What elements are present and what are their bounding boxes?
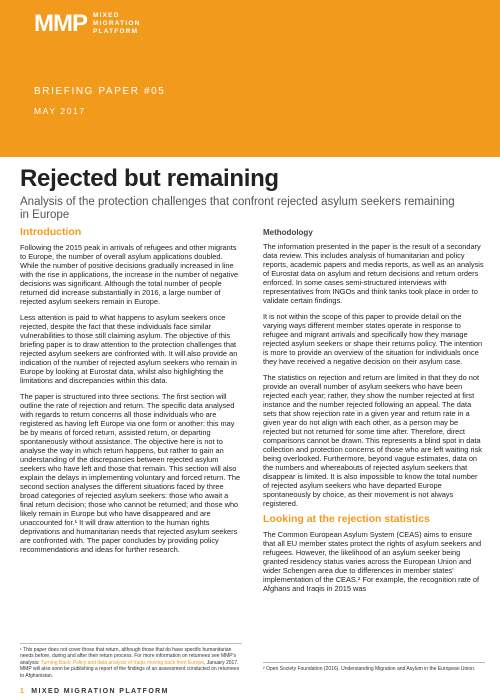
intro-paragraph-1: Following the 2015 peak in arrivals of refugees and other migrants to Europe, the number of overall asylum applications doubled. While the number of positive decisions gradually increased in line with the rise in applications, the increase in the number of negative decisions was significant. Although the total number of people returned did increase substantially in 2016, a large number of rejected asylum seekers remain in Europe. xyxy=(20,243,239,306)
rejection-paragraph-1: The Common European Asylum System (CEAS) aims to ensure that all EU member states protect the rights of asylum seekers and refugees. However, the likelihood of an asylum seeker being granted residency status varies across the European Union and wider Schengen area due to differences in member states' implementation of the CEAS.² For example, the recognition rate of Afghans and Iraqis in 2015 was xyxy=(263,530,482,593)
page-footer xyxy=(20,688,169,695)
briefing-paper-label: BRIEFING PAPER #05 xyxy=(34,86,166,97)
intro-paragraph-3: The paper is structured into three sections. The first section will outline the rate of rejection and return. The specific data analysed with regards to return concerns all those individuals who are registered as having left Europe via one form or another: this may be by means of forced return, assisted return, or departing spontaneously without assistance. The objective here is not to analyse the way in which return happens, but rather to gain an understanding of the discrepancies between rejected asylum seekers who have left and those that remain. This section will also explain the delays in implementing voluntary and forced return. The second section analyses the different situations faced by three broad categories of rejected asylum seekers: those who await a final return decision; those who cannot be returned; and those who likely remain in Europe but who have disappeared and are unaccounted for.¹ It will draw attention to the human rights deprivations and humanitarian needs that rejected asylum seekers are confronted with. The paper concludes by providing policy recommendations and ideas for further research. xyxy=(20,392,241,554)
page-title: Rejected but remaining xyxy=(20,165,279,192)
logo-text xyxy=(93,12,141,36)
footnote-1-text-b: , January 2017. MMP will also soon be publishing a report of the findings of an assessment conducted on returnees to Afghanistan. xyxy=(20,659,240,679)
logo-line-2: MIGRATION xyxy=(93,20,141,27)
methodology-heading: Methodology xyxy=(263,228,313,237)
logo-line-3: PLATFORM xyxy=(93,28,139,35)
methodology-paragraph-1: The information presented in the paper is the result of a secondary data review. This includes analysis of humanitarian and policy reports, academic papers and media reports, as well as an analysis of Eurostat data on asylum and return decisions and return orders enforced. In some cases semi-structured interviews with representatives from INGOs and think tanks took place in order to validate certain findings. xyxy=(263,242,484,305)
footnote-1-link[interactable]: Turning Back: Policy and data analysis of Iraqis moving back from Europe xyxy=(40,659,204,666)
publication-date: MAY 2017 xyxy=(34,106,86,116)
page-number: 1 xyxy=(20,688,26,695)
footer-org: MIXED MIGRATION PLATFORM xyxy=(31,688,169,695)
methodology-paragraph-3: The statistics on rejection and return are limited in that they do not provide an overall number of asylum seekers who have been rejected each year; rather, they show the number rejected at first instance and the number rejected following an appeal. The data sets that show rejection rate in a given year and return rate in a given year do not align with each other, as a person may be rejected but not returned for some time after. Therefore, direct comparisons cannot be drawn. This represents a blind spot in data collection and protection concerns of those who are left waiting risk being overlooked. Furthermore, beyond vague estimates, data on the numbers and whereabouts of rejected asylum seekers that disappear is limited. It is also impossible to know the total number of rejected asylum seekers who have departed Europe spontaneously by choice, as their movement is not always registered. xyxy=(263,373,482,508)
page-subtitle: Analysis of the protection challenges that confront rejected asylum seekers remaining in Europe xyxy=(20,196,455,221)
logo-line-1: MIXED xyxy=(93,12,120,19)
introduction-heading: Introduction xyxy=(20,226,82,238)
footnote-2: ² Open Society Foundation (2016). Understanding Migration and Asylum in the European Union. xyxy=(263,662,485,672)
left-column xyxy=(20,228,242,561)
intro-paragraph-2: Less attention is paid to what happens to asylum seekers once rejected, despite the fact that these individuals face similar vulnerabilities to those still claiming asylum. The objective of this briefing paper is to draw attention to the protection challenges that rejected asylum seekers are confronted with. It will also provide an indication of the number of rejected asylum seekers who remain in Europe by looking at Eurostat data, whilst also highlighting the limitations and discrepancies within this data. xyxy=(20,313,238,385)
footnote-1 xyxy=(20,643,242,679)
rejection-statistics-heading: Looking at the rejection statistics xyxy=(263,513,430,525)
mmp-logo xyxy=(34,12,141,36)
logo-mark: MMP xyxy=(34,10,87,37)
right-column xyxy=(263,228,485,600)
footnote-1-text-a: ¹ This paper does not cover those that return, although those that do have specific humanitarian needs before, during and after their return process. For more information on returnees see MMP's analysis: xyxy=(20,647,237,666)
header-banner xyxy=(0,0,500,157)
methodology-paragraph-2: It is not within the scope of this paper to provide detail on the varying ways different member states operate in response to refugee and migrant arrivals and specifically how they manage rejected asylum seekers or shape their returns policy. The intention is more to provide an overview of the situation for individuals once they have received a negative decision on their asylum case. xyxy=(263,312,483,366)
